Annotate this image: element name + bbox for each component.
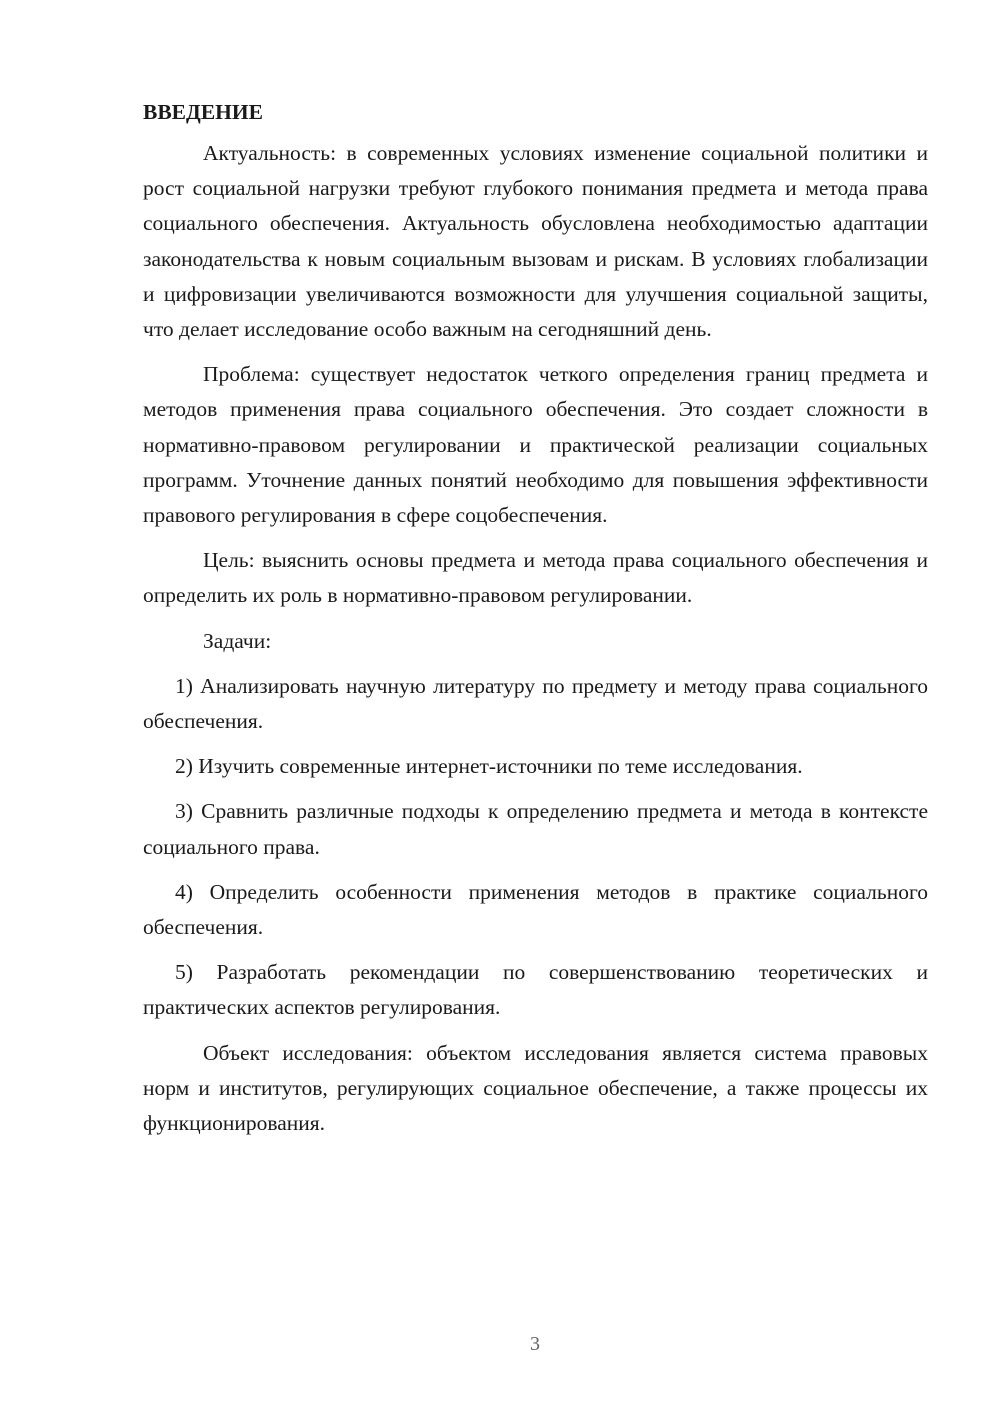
task-item: 2) Изучить современные интернет-источники по теме исследования. <box>175 754 803 779</box>
paragraph-problem: Проблема: существует недостаток четкого определения границ предмета и методов применения права социального обеспечения. Это создает сложности в нормативно-правовом регулировании и практической реализации социальных программ. Уточнение данных понятий необходимо для повышения эффективности правового регулирования в сфере соцобеспечения. <box>143 362 928 528</box>
page-number: 3 <box>530 1333 540 1355</box>
task-item: 4) Определить особенности применения методов в практике социального обеспечения. <box>143 879 928 940</box>
document-page <box>143 94 928 1151</box>
task-item: 1) Анализировать научную литературу по предмету и методу права социального обеспечения. <box>143 673 928 734</box>
paragraph-relevance: Актуальность: в современных условиях изменение социальной политики и рост социальной нагрузки требуют глубокого понимания предмета и метода права социального обеспечения. Актуальность обусловлена необходимостью адаптации законодательства к новым социальным вызовам и рискам. В условиях глобализации и цифровизации увеличиваются возможности для улучшения социальной защиты, что делает исследование особо важным на сегодняшний день. <box>143 141 928 342</box>
tasks-label: Задачи: <box>203 628 272 653</box>
section-heading: ВВЕДЕНИЕ <box>143 100 263 124</box>
task-item: 3) Сравнить различные подходы к определению предмета и метода в контексте социального права. <box>143 799 928 859</box>
paragraph-object: Объект исследования: объектом исследования является система правовых норм и институтов, регулирующих социальное обеспечение, а также процессы их функционирования. <box>143 1040 928 1136</box>
paragraph-goal: Цель: выяснить основы предмета и метода права социального обеспечения и определить их роль в нормативно-правовом регулировании. <box>143 548 928 608</box>
task-item: 5) Разработать рекомендации по совершенствованию теоретических и практических аспектов регулирования. <box>143 960 928 1020</box>
